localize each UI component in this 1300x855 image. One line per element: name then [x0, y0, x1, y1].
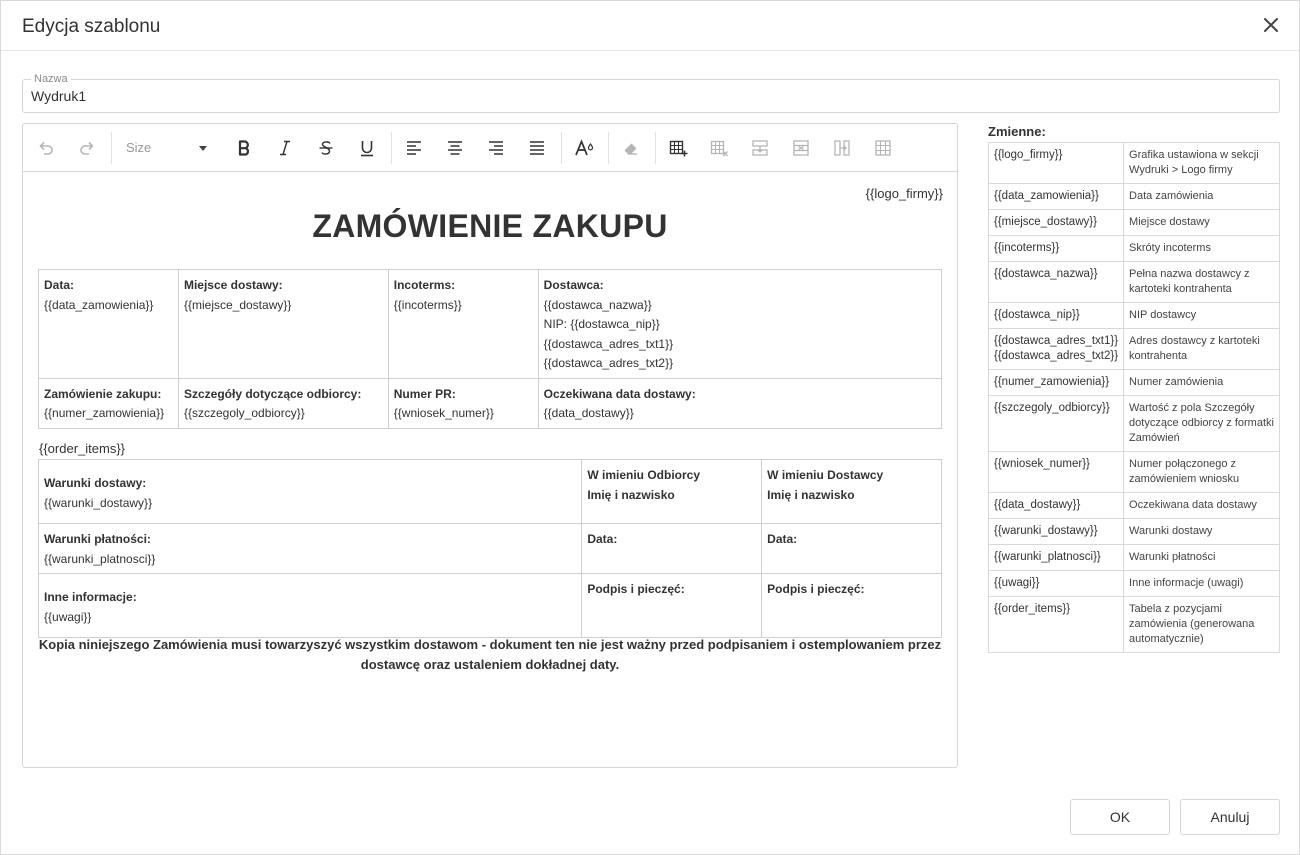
cell-value: {{incoterms}} [393, 297, 462, 312]
variable-row [989, 143, 1280, 184]
table-cell-recipient-details [178, 378, 388, 428]
cell-label: Oczekiwana data dostawy: [543, 386, 696, 401]
cell-label: Inne informacje: [44, 590, 137, 604]
table-row [39, 378, 942, 428]
table-cell-supplier-date [762, 524, 942, 574]
order-items-variable: {{order_items}} [39, 441, 126, 456]
bold-icon[interactable] [232, 136, 256, 160]
table-row [39, 460, 942, 524]
font-size-select[interactable] [123, 136, 211, 160]
variable-row [989, 519, 1280, 545]
undo-icon[interactable] [34, 136, 58, 160]
variable-row [989, 545, 1280, 571]
table-cell-supplier-signature-header [762, 460, 942, 524]
variable-row [989, 236, 1280, 262]
chevron-down-icon [199, 146, 207, 151]
table-cell-expected-date [538, 378, 941, 428]
toolbar-separator [391, 132, 392, 164]
dialog-header [1, 1, 1299, 51]
insert-row-icon[interactable] [748, 136, 772, 160]
variable-name: {{dostawca_nazwa}} [989, 262, 1124, 303]
variable-description: Warunki płatności [1124, 545, 1280, 571]
insert-column-icon[interactable] [830, 136, 854, 160]
table-cell-supplier-signature [762, 574, 942, 638]
variable-name: {{miejsce_dostawy}} [989, 210, 1124, 236]
variable-name: {{data_dostawy}} [989, 493, 1124, 519]
cell-value: {{numer_zamowienia}} [44, 406, 165, 420]
table-row [39, 574, 942, 638]
toolbar-separator [111, 132, 112, 164]
variable-name: {{order_items}} [989, 597, 1124, 653]
variable-name: {{logo_firmy}} [989, 143, 1124, 184]
align-justify-icon[interactable] [525, 136, 549, 160]
cell-label: Imię i nazwisko [767, 487, 855, 502]
variable-description: Tabela z pozycjami zamówienia (generowana automatycznie) [1124, 597, 1280, 653]
cell-label: Warunki dostawy: [44, 476, 147, 490]
toolbar-separator [608, 132, 609, 164]
cell-label: Data: [44, 278, 75, 292]
variable-row [989, 329, 1280, 370]
table-cell-supplier [538, 270, 941, 379]
variable-row [989, 303, 1280, 329]
redo-icon[interactable] [75, 136, 99, 160]
variable-name: {{warunki_platnosci}} [989, 545, 1124, 571]
cell-label: Data: [767, 532, 798, 546]
cell-value: {{uwagi}} [44, 609, 92, 624]
delete-column-icon[interactable] [871, 136, 895, 160]
name-field[interactable] [22, 73, 1280, 113]
variable-description: Pełna nazwa dostawcy z kartoteki kontrahenta [1124, 262, 1280, 303]
variable-row [989, 452, 1280, 493]
variable-row [989, 184, 1280, 210]
variable-name: {{szczegoly_odbiorcy}} [989, 396, 1124, 452]
variable-name: {{numer_zamowienia}} [989, 370, 1124, 396]
editor-content[interactable] [23, 172, 957, 767]
toolbar-separator [561, 132, 562, 164]
variable-description: Warunki dostawy [1124, 519, 1280, 545]
insert-table-icon[interactable] [666, 136, 690, 160]
variable-description: Oczekiwana data dostawy [1124, 493, 1280, 519]
variable-row [989, 493, 1280, 519]
variable-description: Data zamówienia [1124, 184, 1280, 210]
variable-name: {{warunki_dostawy}} [989, 519, 1124, 545]
variable-row [989, 597, 1280, 653]
table-cell-date [39, 270, 179, 379]
cell-value: {{dostawca_adres_txt1}} [543, 336, 674, 351]
variable-name: {{uwagi}} [989, 571, 1124, 597]
table-cell-recipient-signature [582, 574, 762, 638]
rich-text-editor [22, 123, 958, 768]
logo-variable: {{logo_firmy}} [865, 186, 943, 201]
terms-table [38, 459, 942, 638]
font-size-label: Size [126, 140, 152, 155]
table-cell-recipient-signature-header [582, 460, 762, 524]
order-info-table [38, 269, 942, 429]
variable-name: {{wniosek_numer}} [989, 452, 1124, 493]
variable-description: Adres dostawcy z kartoteki kontrahenta [1124, 329, 1280, 370]
cell-label: W imieniu Odbiorcy [587, 468, 701, 482]
cell-label: W imieniu Dostawcy [767, 468, 884, 482]
italic-icon[interactable] [273, 136, 297, 160]
variable-description: Miejsce dostawy [1124, 210, 1280, 236]
table-cell-order-number [39, 378, 179, 428]
variable-name: {{incoterms}} [989, 236, 1124, 262]
table-cell-other-info [39, 574, 582, 638]
variable-row [989, 210, 1280, 236]
variable-name: {{dostawca_adres_txt1}} {{dostawca_adres_txt2}} [989, 329, 1124, 370]
variable-description: Wartość z pola Szczegóły dotyczące odbiorcy z formatki Zamówień [1124, 396, 1280, 452]
variables-title: Zmienne: [988, 124, 1046, 139]
font-color-icon[interactable] [572, 136, 596, 160]
variable-description: NIP dostawcy [1124, 303, 1280, 329]
variable-description: Inne informacje (uwagi) [1124, 571, 1280, 597]
variable-description: Numer połączonego z zamówieniem wniosku [1124, 452, 1280, 493]
cell-value: {{warunki_platnosci}} [44, 551, 156, 566]
align-center-icon[interactable] [443, 136, 467, 160]
table-cell-payment-terms [39, 524, 582, 574]
cell-value: {{dostawca_nazwa}} [543, 297, 652, 312]
cell-label: Incoterms: [393, 278, 456, 292]
cell-label: Miejsce dostawy: [183, 278, 283, 292]
variable-row [989, 370, 1280, 396]
cell-value: {{miejsce_dostawy}} [183, 297, 292, 312]
cell-label: Imię i nazwisko [587, 487, 675, 502]
table-row [39, 524, 942, 574]
variable-row [989, 262, 1280, 303]
footer-note: Kopia niniejszego Zamówienia musi towarzyszyć wszystkim dostawom - dokument ten nie jest ważny przed podpisaniem i ostemplowaniem przez dostawcę oraz ustaleniem dokładnej daty. [38, 637, 942, 672]
cell-value: {{wniosek_numer}} [393, 406, 494, 420]
variable-description: Grafika ustawiona w sekcji Wydruki > Logo firmy [1124, 143, 1280, 184]
table-cell-delivery-place [178, 270, 388, 379]
cell-value: {{data_zamowienia}} [44, 297, 154, 312]
name-input[interactable] [31, 88, 1261, 104]
align-left-icon[interactable] [402, 136, 426, 160]
variables-table [988, 142, 1280, 653]
dialog-title: Edycja szablonu [22, 16, 161, 37]
variable-row [989, 571, 1280, 597]
cell-label: Podpis i pieczęć: [767, 582, 865, 596]
cell-value: {{warunki_dostawy}} [44, 495, 153, 510]
cancel-button[interactable]: Anuluj [1180, 799, 1280, 835]
table-row [39, 270, 942, 379]
align-right-icon[interactable] [484, 136, 508, 160]
eraser-icon[interactable] [619, 136, 643, 160]
variable-row [989, 396, 1280, 452]
name-field-label: Nazwa [31, 73, 71, 85]
cell-label: Szczegóły dotyczące odbiorcy: [183, 386, 362, 401]
cell-value: {{data_dostawy}} [543, 406, 634, 420]
toolbar-separator [655, 132, 656, 164]
cell-label: Podpis i pieczęć: [587, 582, 685, 596]
cell-value: NIP: {{dostawca_nip}} [543, 317, 660, 331]
table-cell-incoterms [388, 270, 538, 379]
ok-button[interactable]: OK [1070, 799, 1170, 835]
table-cell-recipient-date [582, 524, 762, 574]
table-cell-pr-number [388, 378, 538, 428]
editor-toolbar [23, 124, 957, 172]
cell-value: {{szczegoly_odbiorcy}} [183, 406, 305, 420]
cell-label: Data: [587, 532, 618, 546]
variable-name: {{data_zamowienia}} [989, 184, 1124, 210]
delete-row-icon[interactable] [789, 136, 813, 160]
variable-description: Skróty incoterms [1124, 236, 1280, 262]
document-title: ZAMÓWIENIE ZAKUPU [312, 208, 668, 244]
underline-icon[interactable] [355, 136, 379, 160]
strikethrough-icon[interactable] [314, 136, 338, 160]
delete-table-icon[interactable] [707, 136, 731, 160]
variable-name: {{dostawca_nip}} [989, 303, 1124, 329]
cell-label: Zamówienie zakupu: [44, 386, 162, 401]
table-cell-delivery-terms [39, 460, 582, 524]
variable-description: Numer zamówienia [1124, 370, 1280, 396]
cell-value: {{dostawca_adres_txt2}} [543, 356, 674, 370]
cell-label: Numer PR: [393, 386, 456, 401]
cell-label: Warunki płatności: [44, 532, 151, 546]
cell-label: Dostawca: [543, 278, 604, 292]
close-icon[interactable] [1259, 13, 1283, 37]
